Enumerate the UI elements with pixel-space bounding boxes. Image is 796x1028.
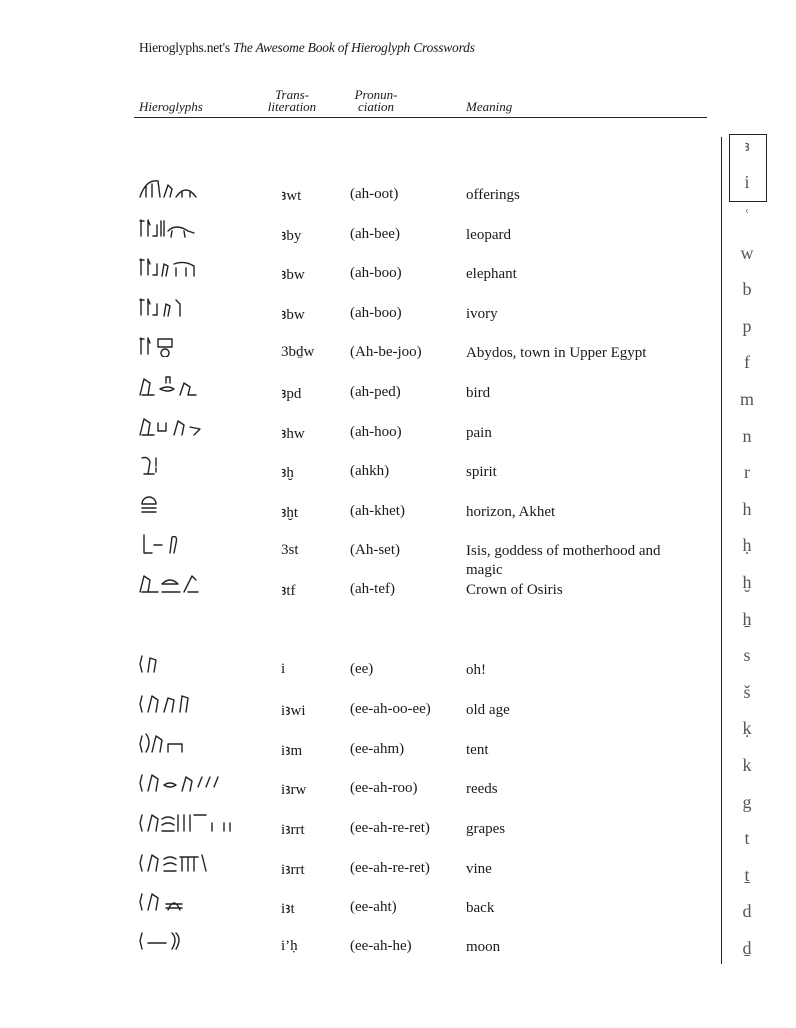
entry-transliteration: iꜣrw — [281, 782, 307, 798]
entry-pronunciation: (ah-boo) — [350, 265, 402, 281]
entry-row — [0, 741, 720, 777]
header-hieroglyphs: Hieroglyphs — [139, 99, 203, 114]
entry-row — [0, 581, 720, 617]
hieroglyph-group-icon — [138, 811, 258, 833]
entry-meaning: grapes — [466, 821, 506, 837]
entry-pronunciation: (ee-ahm) — [350, 741, 405, 757]
entry-meaning: reeds — [466, 781, 498, 797]
entry-meaning: bird — [466, 385, 491, 401]
entry-row — [0, 265, 720, 301]
header-meaning: Meaning — [466, 99, 513, 114]
hieroglyph-group-icon — [138, 692, 258, 714]
alphabet-letter[interactable]: b — [742, 279, 752, 300]
entry-transliteration: ꜣpd — [281, 386, 302, 402]
entry-pronunciation: (ah-khet) — [350, 503, 405, 519]
header-trans-line2: literation — [267, 99, 317, 114]
alphabet-divider — [721, 137, 722, 964]
entry-transliteration: iꜣwi — [281, 703, 306, 719]
entry-meaning: old age — [466, 702, 510, 718]
alphabet-letter[interactable]: r — [744, 462, 750, 483]
entry-meaning: Isis, goddess of motherhood and magic — [466, 543, 661, 578]
entry-pronunciation: (ahkh) — [350, 463, 390, 479]
entry-pronunciation: (ee-aht) — [350, 899, 397, 915]
book-title-name: The Awesome Book of Hieroglyph Crosswords — [233, 40, 475, 55]
header-pron-line1: Pronun- — [354, 87, 398, 102]
entry-meaning: tent — [466, 742, 489, 758]
entry-transliteration: ꜣhw — [281, 426, 305, 442]
entry-pronunciation: (ee) — [350, 661, 374, 677]
entry-pronunciation: (ee-ah-oo-ee) — [350, 701, 431, 717]
alphabet-letter[interactable]: ṯ — [744, 864, 750, 885]
alphabet-letter[interactable]: k — [742, 755, 752, 775]
entry-meaning: pain — [466, 425, 492, 441]
entry-meaning: Crown of Osiris — [466, 582, 563, 598]
entry-meaning: leopard — [466, 227, 511, 243]
entry-transliteration: ꜣḫt — [281, 505, 299, 521]
entry-row — [0, 463, 720, 499]
hieroglyph-group-icon — [138, 652, 258, 674]
entry-row — [0, 344, 720, 380]
entry-row — [0, 899, 720, 935]
entry-transliteration: ꜣbw — [281, 307, 305, 323]
entry-pronunciation: (ah-tef) — [350, 581, 395, 597]
entry-row — [0, 701, 720, 737]
entry-pronunciation: (ah-bee) — [350, 226, 400, 242]
entry-meaning: offerings — [466, 187, 520, 203]
alphabet-letter[interactable]: ẖ — [742, 608, 752, 629]
entry-transliteration: ꜣtf — [281, 583, 296, 599]
entry-pronunciation: (ah-hoo) — [350, 424, 402, 440]
alphabet-letter[interactable]: w — [740, 242, 754, 263]
entry-transliteration: ꜣḫ — [281, 465, 294, 481]
entry-row — [0, 820, 720, 856]
hieroglyph-group-icon — [138, 732, 258, 754]
entry-meaning: back — [466, 900, 495, 916]
hieroglyph-group-icon — [138, 217, 258, 239]
entry-pronunciation: (ee-ah-re-ret) — [350, 860, 430, 876]
entry-meaning: spirit — [466, 464, 497, 480]
alphabet-letter[interactable]: ḥ — [742, 535, 752, 556]
entry-meaning: ivory — [466, 306, 498, 322]
alphabet-letter[interactable]: t — [744, 828, 750, 849]
hieroglyph-group-icon — [138, 375, 258, 397]
entry-transliteration: iꜣrrt — [281, 862, 305, 878]
entry-transliteration: 3st — [281, 542, 299, 558]
entry-transliteration: ꜣby — [281, 228, 302, 244]
hieroglyph-group-icon — [138, 851, 258, 873]
entry-row — [0, 503, 720, 539]
entry-row — [0, 384, 720, 420]
entry-transliteration: ꜣbw — [281, 267, 305, 283]
entry-row — [0, 542, 720, 578]
entry-row — [0, 226, 720, 262]
alphabet-letter[interactable]: f — [744, 352, 750, 373]
entry-row — [0, 305, 720, 341]
entry-row — [0, 661, 720, 697]
entry-meaning: elephant — [466, 266, 517, 282]
hieroglyph-group-icon — [138, 929, 258, 951]
entry-pronunciation: (ah-boo) — [350, 305, 402, 321]
entry-meaning: horizon, Akhet — [466, 504, 556, 520]
entry-meaning: oh! — [466, 662, 486, 678]
hieroglyph-group-icon — [138, 533, 258, 555]
entry-pronunciation: (ee-ah-re-ret) — [350, 820, 430, 836]
hieroglyph-group-icon — [138, 572, 258, 594]
hieroglyph-group-icon — [138, 494, 258, 516]
alphabet-letter[interactable]: ʿ — [744, 206, 750, 226]
entry-pronunciation: (ah-ped) — [350, 384, 401, 400]
hieroglyph-group-icon — [138, 415, 258, 437]
alphabet-letter[interactable]: ḏ — [742, 938, 752, 958]
entry-row — [0, 860, 720, 896]
alphabet-letter[interactable]: m — [739, 389, 754, 409]
alphabet-letter[interactable]: h — [742, 498, 752, 519]
alphabet-letter[interactable]: s — [743, 645, 751, 666]
header-trans-line1: Trans- — [275, 87, 309, 102]
alphabet-letter[interactable]: ḫ — [742, 572, 752, 592]
book-title-prefix: Hieroglyphs.net's — [139, 40, 234, 55]
entry-pronunciation: (ee-ah-roo) — [350, 780, 418, 796]
alphabet-letter[interactable]: š — [743, 681, 751, 702]
entry-meaning: Abydos, town in Upper Egypt — [466, 345, 647, 361]
hieroglyph-group-icon — [138, 335, 258, 357]
hieroglyph-group-icon — [138, 296, 258, 318]
entry-transliteration: iꜣrrt — [281, 822, 305, 838]
entry-transliteration: 3bḏw — [281, 344, 315, 360]
entry-pronunciation: (ah-oot) — [350, 186, 399, 202]
entry-row — [0, 186, 720, 222]
entry-pronunciation: (Ah-be-joo) — [350, 344, 422, 360]
entry-pronunciation: (ee-ah-he) — [350, 938, 412, 954]
entry-row — [0, 780, 720, 816]
hieroglyph-group-icon — [138, 256, 258, 278]
header-transliteration — [262, 89, 322, 113]
hieroglyph-group-icon — [138, 454, 258, 476]
header-divider — [134, 117, 707, 118]
alphabet-letter[interactable]: g — [742, 791, 752, 812]
entry-transliteration: iꜣt — [281, 901, 295, 917]
alphabet-letter[interactable]: p — [742, 315, 752, 336]
hieroglyph-group-icon — [138, 177, 258, 199]
header-pronunciation — [346, 89, 406, 113]
alphabet-letter-selected[interactable]: ꜣ — [744, 139, 750, 155]
hieroglyph-group-icon — [138, 771, 258, 793]
alphabet-letter[interactable]: d — [742, 901, 752, 922]
entry-transliteration: ꜣwt — [281, 188, 302, 204]
entry-transliteration: i — [281, 661, 286, 677]
entry-meaning: vine — [466, 861, 492, 877]
alphabet-letter-selected[interactable]: i — [744, 172, 750, 192]
entry-transliteration: i’ḥ — [281, 938, 298, 954]
alphabet-letter[interactable]: ḳ — [742, 718, 752, 739]
entry-pronunciation: (Ah-set) — [350, 542, 400, 558]
header-pron-line2: ciation — [357, 99, 395, 114]
alphabet-letter[interactable]: n — [742, 425, 752, 446]
entry-meaning: moon — [466, 939, 501, 955]
book-title — [139, 40, 475, 56]
hieroglyph-group-icon — [138, 890, 258, 912]
entry-row — [0, 424, 720, 460]
entry-transliteration: iꜣm — [281, 743, 303, 759]
entry-row — [0, 938, 720, 974]
